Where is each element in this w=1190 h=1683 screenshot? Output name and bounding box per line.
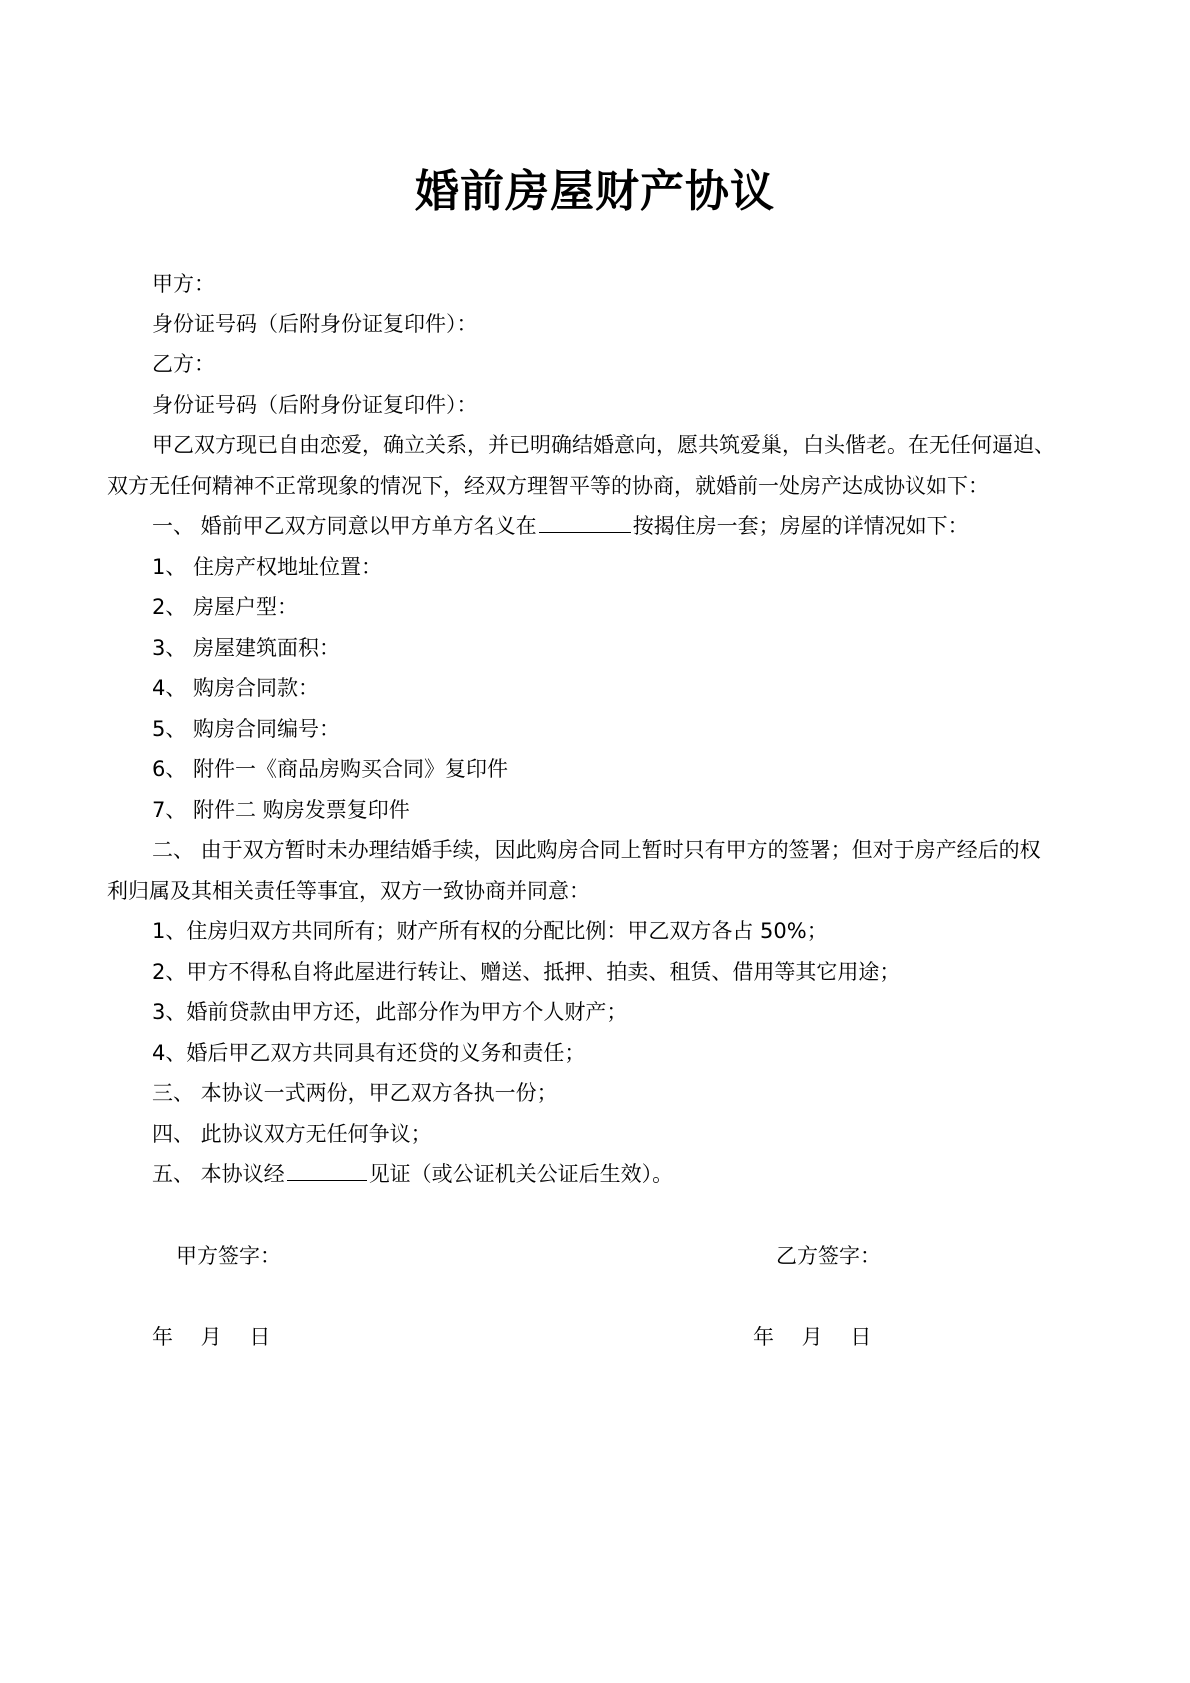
agreement-item: 2、甲方不得私自将此屋进行转让、赠送、抵押、拍卖、租赁、借用等其它用途； — [152, 960, 901, 984]
fill-in-blank-location[interactable] — [539, 514, 631, 533]
house-item: 2、 房屋户型： — [152, 595, 299, 619]
clause-1 — [152, 511, 969, 541]
house-item: 5、 购房合同编号： — [152, 717, 341, 741]
clause-2-line-1: 二、 由于双方暂时未办理结婚手续，因此购房合同上暂时只有甲方的签署；但对于房产经后的权 — [152, 838, 1041, 862]
agreement-item: 3、婚前贷款由甲方还，此部分作为甲方个人财产； — [152, 1000, 628, 1024]
party-a-date: 年 月 日 — [152, 1325, 271, 1349]
party-b-date: 年 月 日 — [753, 1325, 872, 1349]
clause-2-line-2: 利归属及其相关责任等事宜，双方一致协商并同意： — [107, 879, 590, 903]
party-b-signature-label: 乙方签字： — [776, 1244, 881, 1268]
document-title: 婚前房屋财产协议 — [415, 166, 775, 217]
party-a-id-label: 身份证号码（后附身份证复印件）： — [152, 312, 478, 336]
fill-in-blank-witness[interactable] — [287, 1162, 367, 1181]
party-a-signature-label: 甲方签字： — [176, 1244, 281, 1268]
house-item: 4、 购房合同款： — [152, 676, 320, 700]
clause-1-text-before: 一、 婚前甲乙双方同意以甲方单方名义在 — [152, 514, 537, 538]
preamble-line-1: 甲乙双方现已自由恋爱，确立关系，并已明确结婚意向，愿共筑爱巢，白头偕老。在无任何逼迫、 — [152, 433, 1055, 457]
party-b-id-label: 身份证号码（后附身份证复印件）： — [152, 393, 478, 417]
preamble-line-2: 双方无任何精神不正常现象的情况下，经双方理智平等的协商，就婚前一处房产达成协议如下： — [107, 474, 989, 498]
party-a-label: 甲方： — [152, 272, 215, 296]
clause-1-text-after: 按揭住房一套；房屋的详情况如下： — [632, 514, 969, 538]
party-b-label: 乙方： — [152, 352, 215, 376]
house-item: 6、 附件一《商品房购买合同》复印件 — [152, 757, 509, 781]
house-item: 7、 附件二 购房发票复印件 — [152, 798, 410, 822]
agreement-item: 1、住房归双方共同所有；财产所有权的分配比例：甲乙双方各占 50%； — [152, 919, 828, 943]
agreement-item: 4、婚后甲乙双方共同具有还贷的义务和责任； — [152, 1041, 586, 1065]
clause-3: 三、 本协议一式两份，甲乙双方各执一份； — [152, 1081, 558, 1105]
clause-5-text-before: 五、 本协议经 — [152, 1162, 285, 1186]
clause-4: 四、 此协议双方无任何争议； — [152, 1122, 432, 1146]
clause-5-text-after: 见证（或公证机关公证后生效）。 — [368, 1162, 674, 1186]
house-item: 3、 房屋建筑面积： — [152, 636, 341, 660]
house-item: 1、 住房产权地址位置： — [152, 555, 383, 579]
clause-5 — [152, 1159, 673, 1189]
